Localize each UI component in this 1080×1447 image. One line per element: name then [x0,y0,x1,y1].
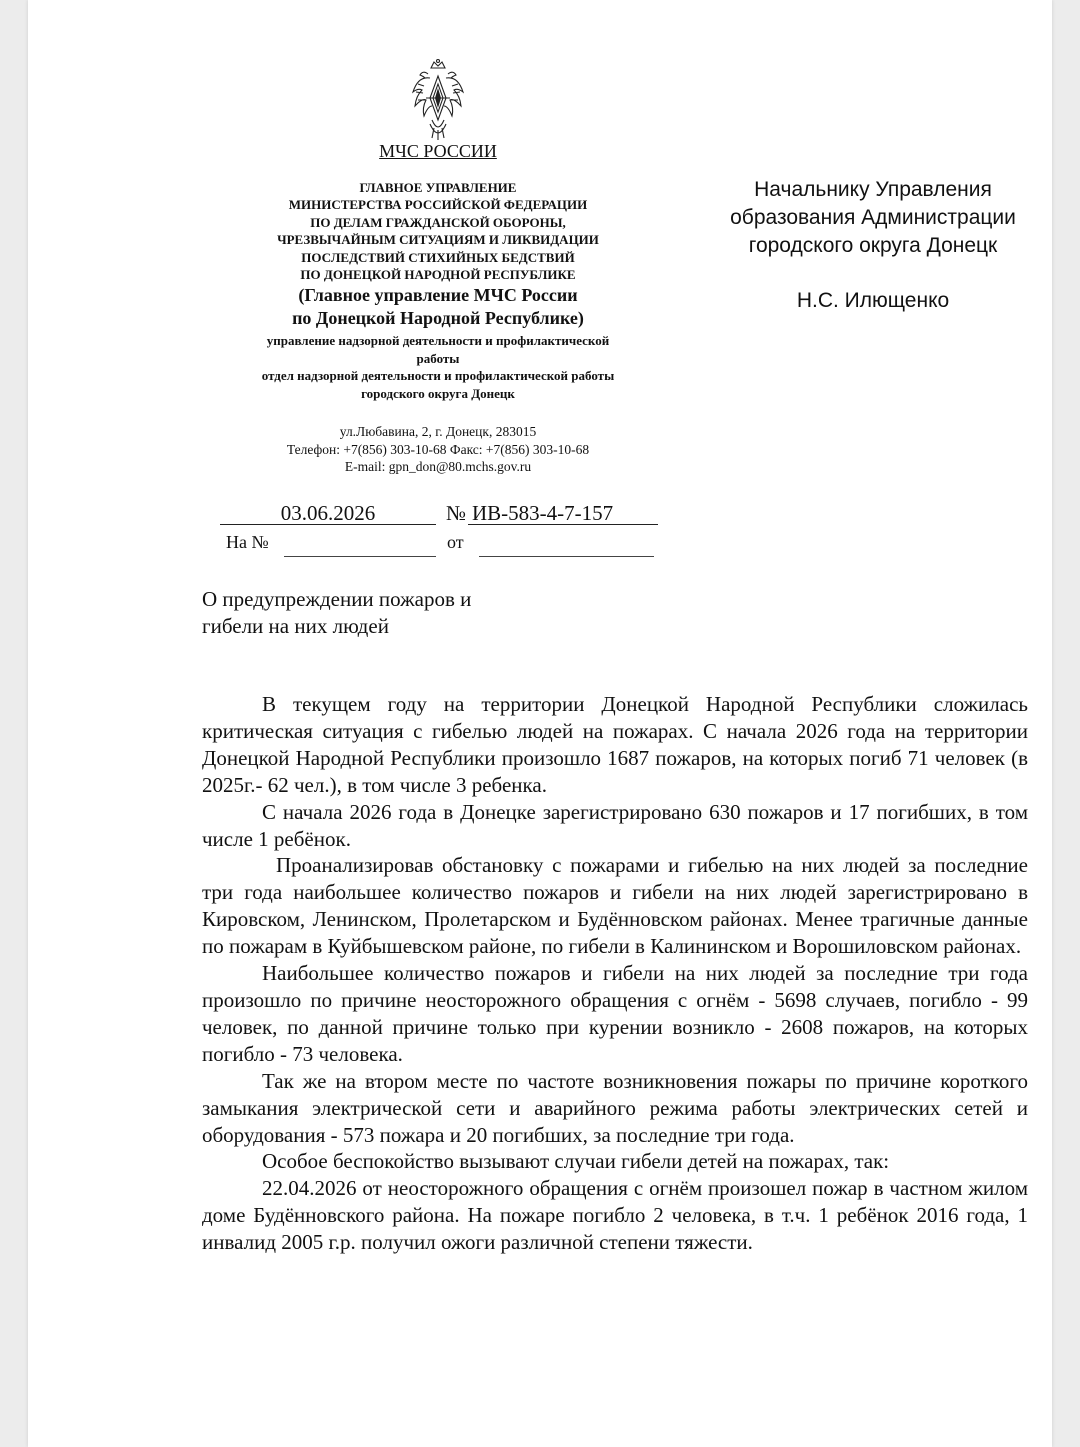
body-paragraph: В текущем году на территории Донецкой Народной Республики сложилась критическая ситуация с гибелью людей на пожарах. С начала 2026 года на территории Донецкой Народной Республики произошло 1687 пожаров, на которых погиб 71 человек (в 2025г.- 62 чел.), в том числе 3 ребенка. [202,692,1028,797]
reference-number-label: На № [226,532,269,552]
org-line: МИНИСТЕРСТВА РОССИЙСКОЙ ФЕДЕРАЦИИ [288,197,588,213]
department-line: работы [416,350,460,366]
subject-line: О предупреждении пожаров и [202,587,472,611]
org-short-name: МЧС РОССИИ [379,141,497,161]
addressee-block [708,176,1038,315]
reference-date-label: от [447,532,464,552]
org-paren-block [188,284,688,330]
org-paren-line: (Главное управление МЧС России [298,285,578,306]
org-full-name [188,179,688,402]
body-paragraph: Наибольшее количество пожаров и гибели на них людей за последние три года произошло по причине неосторожного обращения с огнём - 5698 случаев, погибло - 99 человек, по данной причине только при курении возникло - 2608 пожаров, на которых погибло - 73 человека. [202,961,1028,1066]
reference-date-blank [479,556,654,557]
email-line: E-mail: gpn_don@80.mchs.gov.ru [344,459,532,474]
department-line: управление надзорной деятельности и профилактической [266,333,610,349]
body-paragraph: Так же на втором месте по частоте возникновения пожары по причине короткого замыкания электрической сети и аварийного режима работы электрических сетей и оборудования - 573 пожара и 20 погибших, за последние три года. [202,1068,1028,1147]
body-paragraph: С начала 2026 года в Донецке зарегистрировано 630 пожаров и 17 погибших, в том числе 1 ребёнок. [202,799,1028,851]
registration-number: ИВ-583-4-7-157 [468,502,658,525]
letter-body [202,691,1028,1256]
department-line: городского округа Донецк [361,385,515,401]
registration-date: 03.06.2026 [220,502,436,525]
body-paragraph: Особое беспокойство вызывают случаи гибели детей на пожарах, так: [262,1149,890,1174]
letter-subject [202,586,562,640]
org-line: ПО ДОНЕЦКОЙ НАРОДНОЙ РЕСПУБЛИКЕ [300,267,576,283]
org-line: ПОСЛЕДСТВИЙ СТИХИЙНЫХ БЕДСТВИЙ [301,249,575,265]
document-page [28,0,1052,1447]
addressee-line: Начальнику Управления [754,178,992,201]
addressee-line: городского округа Донецк [748,234,998,257]
org-line: ГЛАВНОЕ УПРАВЛЕНИЕ [359,180,517,195]
body-paragraph: 22.04.2026 от неосторожного обращения с огнём произошел пожар в частном жилом доме Будённовского района. На пожаре погибло 2 человека, в т.ч. 1 ребёнок 2016 года, 1 инвалид 2005 г.р. получил ожоги различной степени тяжести. [202,1176,1028,1255]
reference-number-blank [284,556,436,557]
org-caps-block [188,179,688,283]
addressee-name: Н.С. Илющенко [796,289,950,312]
body-paragraph: Проанализировав обстановку с пожарами и гибелью на них людей за последние три года наибольшее количество пожаров и гибели на них людей зарегистрировано в Кировском, Ленинском, Пролетарском и Будённовском районах. Менее трагичные данные по пожарам в Куйбышевском районе, по гибели в Калининском и Ворошиловском районах. [202,853,1028,959]
contacts-block [188,423,688,476]
subject-line: гибели на них людей [202,614,389,638]
addressee-line: образования Администрации [730,206,1016,229]
registration-number-label: № [446,501,467,525]
org-line: ПО ДЕЛАМ ГРАЖДАНСКОЙ ОБОРОНЫ, [310,214,566,230]
org-line: ЧРЕЗВЫЧАЙНЫМ СИТУАЦИЯМ И ЛИКВИДАЦИИ [277,232,599,248]
phone-fax-line: Телефон: +7(856) 303-10-68 Факс: +7(856) 303-10-68 [286,441,590,457]
department-block [188,332,688,402]
address-line: ул.Любавина, 2, г. Донецк, 283015 [339,424,537,439]
department-line: отдел надзорной деятельности и профилактической работы [261,368,615,384]
mchs-emblem-icon [410,58,466,142]
org-paren-line: по Донецкой Народной Республике) [292,308,584,329]
